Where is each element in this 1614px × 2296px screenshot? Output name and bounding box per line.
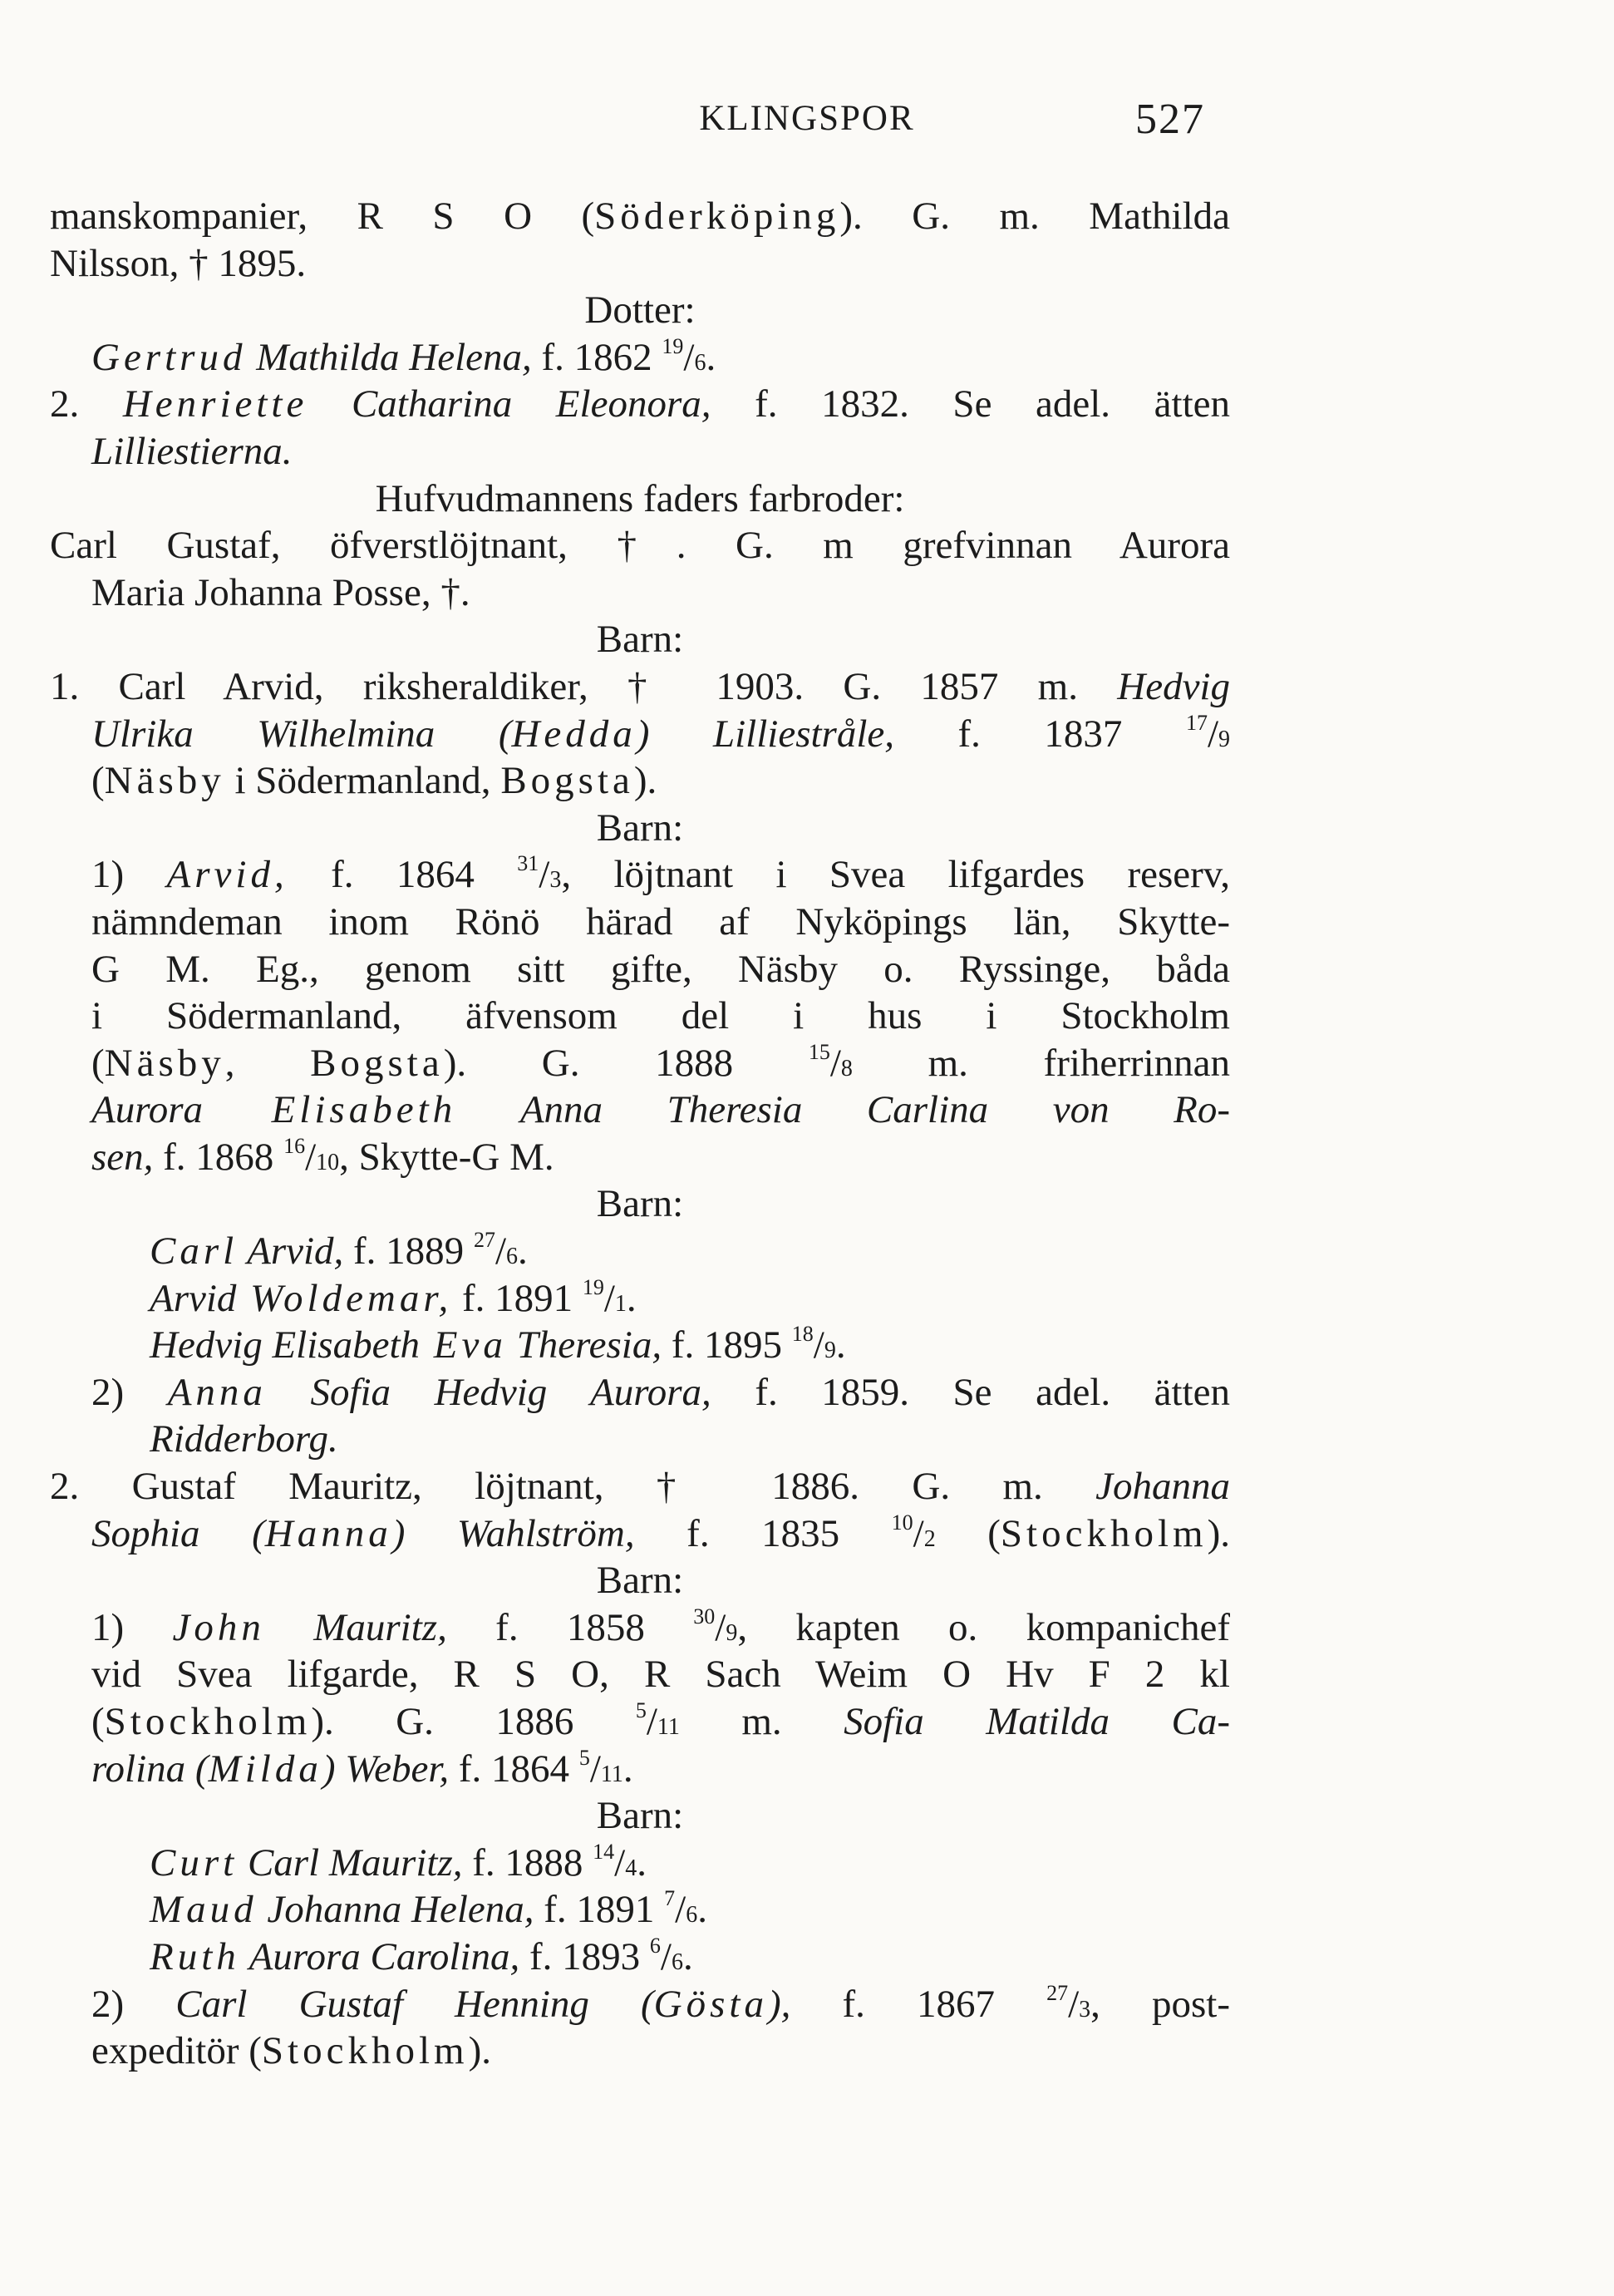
text-segment: , löjtnant i Svea lifgardes reserv, [561,853,1230,897]
text-segment: f. 1893 [519,1934,650,1978]
text-segment: Eva [420,1323,507,1367]
text-segment: ). G. 1886 [311,1700,636,1743]
text-line [50,1180,1230,1228]
text-segment: f. 1895 [662,1323,792,1367]
text-segment: Anna [167,1370,267,1414]
text-segment: 2. [50,382,123,426]
text-segment: 1. Carl Arvid, riksheraldiker, † 1903. G. 1857 m. [50,664,1118,708]
text-line [50,428,1230,475]
text-segment: f. 1891 [534,1888,665,1932]
text-line [50,1086,1230,1134]
text-segment: 9 [824,1338,836,1364]
text-segment: Barn: [596,1794,684,1838]
text-segment: 1) [91,853,167,897]
text-line [50,1886,1230,1934]
text-segment: Barn: [596,806,684,850]
text-line [50,946,1230,993]
text-segment: Sofia Hedvig Aurora, [266,1370,711,1414]
text-line [50,1746,1230,1793]
text-segment: rolina ( [91,1747,209,1791]
text-segment: . [637,1840,647,1885]
text-line [50,1981,1230,2028]
text-segment: Bogsta [500,759,634,803]
text-line [50,1840,1230,1887]
text-segment: / [675,1888,686,1932]
text-segment: f. 1891 [452,1276,583,1320]
text-segment: Gösta [653,1982,768,2026]
superscript: 5 [578,1745,590,1770]
text-segment: Gertrud [91,335,247,379]
text-segment: . [518,1229,528,1274]
text-line [50,1651,1230,1698]
text-segment: / [660,1934,672,1978]
text-segment: Carl Gustaf, öfverstlöjtnant, †. G. m grefvinnan Aurora [50,524,1230,568]
text-segment: ). G. 1888 [443,1041,809,1085]
superscript: 7 [664,1886,676,1911]
text-segment: f. 1868 [153,1135,284,1179]
superscript: 10 [891,1510,913,1535]
superscript: 19 [582,1274,604,1299]
text-line [50,899,1230,946]
text-line [50,757,1230,805]
superscript: 31 [517,851,539,876]
text-segment: ( [91,1041,105,1085]
text-line [50,1040,1230,1087]
text-segment: ( [91,759,105,803]
text-line [50,993,1230,1040]
text-segment: f. 1835 [634,1511,892,1555]
text-segment: . [835,1323,846,1367]
text-segment: f. 1889 [343,1229,474,1274]
text-segment: Hedvig Elisabeth [150,1323,421,1367]
text-line [50,2027,1230,2075]
text-segment: f. 1888 [462,1840,593,1885]
text-segment: 9 [1218,726,1230,752]
text-segment: , kapten o. kompanichef [737,1605,1230,1649]
text-segment: Maud [150,1888,258,1932]
text-segment: 6 [686,1902,698,1929]
superscript: 18 [791,1322,814,1347]
text-segment: ). [468,2029,491,2073]
text-segment: Johanna [1095,1465,1230,1509]
superscript: 16 [283,1133,306,1158]
text-line [50,1416,1230,1463]
superscript: 30 [693,1604,716,1628]
text-line [50,240,1230,288]
text-segment: Hufvudmannens faders farbroder: [375,476,905,520]
superscript: 15 [808,1039,830,1064]
text-segment: 10 [316,1149,340,1175]
text-line [50,1934,1230,1981]
text-segment: vid Svea lifgarde, R S O, R Sach Weim O Hv F 2 kl [91,1653,1230,1697]
text-line [50,193,1230,240]
text-segment: / [495,1229,506,1274]
text-segment: John [172,1605,265,1649]
text-line [50,1604,1230,1652]
text-segment: Sophia ( [91,1511,265,1555]
text-segment: Stockholm [1000,1511,1208,1555]
text-segment: manskompanier, R S O ( [50,195,595,238]
text-segment: Anna Theresia Carlina von Ro- [456,1088,1230,1132]
text-segment: G M. Eg., genom sitt gifte, Näsby o. Ryssinge, båda [91,947,1230,991]
text-segment: Mathilda Helena, [246,335,532,379]
text-segment: Hanna [264,1511,392,1555]
text-segment: Barn: [596,1559,684,1603]
text-segment: Carl [150,1229,239,1274]
text-segment: / [913,1511,924,1555]
text-segment: i Södermanland, äfvensom del i hus i Stockholm [91,994,1230,1038]
text-segment: 11 [657,1714,680,1740]
text-segment: Nilsson, † 1895. [50,241,307,285]
text-segment: f. 1859. Se adel. ätten [711,1370,1230,1414]
text-segment: 1) [91,1605,173,1649]
superscript: 27 [473,1228,495,1253]
superscript: 6 [649,1933,661,1958]
text-segment: f. 1864 [449,1747,579,1791]
text-line [50,1510,1230,1558]
text-segment: i Södermanland, [224,759,501,803]
text-segment: Carl Mauritz, [238,1840,463,1885]
text-segment: , [224,1041,311,1085]
superscript: 19 [662,333,684,358]
text-line [50,381,1230,428]
text-segment: / [603,1276,615,1320]
text-segment: Theresia, [506,1323,662,1367]
text-line [50,805,1230,852]
text-segment: 4 [625,1855,637,1881]
text-segment: Elisabeth [203,1088,457,1132]
text-line [50,569,1230,617]
text-segment: 3 [1079,1996,1091,2023]
text-segment: 3 [549,867,562,894]
text-segment: Milda [208,1747,322,1791]
text-line [50,1228,1230,1275]
text-segment: m. friherrinnan [852,1041,1230,1085]
superscript: 5 [635,1698,647,1722]
text-segment: / [683,335,695,379]
text-segment: Bogsta [310,1041,444,1085]
text-segment: 2 [923,1525,936,1552]
text-segment: 1 [614,1290,627,1317]
text-segment: 6 [694,349,706,376]
text-segment: / [539,853,550,897]
text-segment: Arvid [150,1276,237,1320]
text-segment: Aurora [91,1088,204,1132]
text-segment: f. 1867 [790,1982,1047,2026]
text-line [50,1792,1230,1840]
text-segment: Mauritz, [264,1605,447,1649]
text-segment: f. 1864 [288,853,518,897]
text-segment: 2) [91,1370,168,1414]
text-segment: , post- [1090,1982,1230,2026]
superscript: 27 [1046,1980,1069,2005]
text-segment: 11 [600,1761,623,1787]
text-segment: Hedvig [1117,664,1230,708]
text-segment: Stockholm [104,1700,312,1743]
text-segment: . [622,1747,633,1791]
text-segment: f. 1858 [446,1605,694,1649]
text-segment: ). [633,759,657,803]
text-segment: ( [935,1511,1001,1555]
text-line [50,522,1230,569]
text-line [50,663,1230,711]
text-segment: ) Lilliestråle, [636,712,894,756]
text-line [50,287,1230,334]
text-line [50,616,1230,663]
text-segment: 6 [506,1244,518,1270]
text-segment: Ulrika Wilhelmina ( [91,712,512,756]
text-segment: / [1068,1982,1080,2026]
text-segment: Curt [150,1840,239,1885]
text-segment: Arvid, [166,853,288,897]
text-segment: sen, [91,1135,154,1179]
text-line [50,1698,1230,1746]
text-segment: / [829,1041,841,1085]
text-segment: ( [91,1700,105,1743]
text-segment: / [715,1605,726,1649]
text-segment: ). G. m. Mathilda [839,195,1230,238]
text-segment: Näsby [104,759,225,803]
text-segment: Hedda [511,712,637,756]
text-segment: ). [1207,1511,1230,1555]
text-segment: . [697,1888,707,1932]
text-segment: , Skytte-G M. [339,1135,554,1179]
text-segment: . [706,335,716,379]
text-segment: . [626,1276,637,1320]
page-number: 527 [1135,96,1205,143]
text-line [50,1275,1230,1323]
text-segment: f. 1832. Se adel. ätten [711,382,1230,426]
text-line [50,334,1230,382]
text-segment: Henriette [122,382,308,426]
superscript: 17 [1185,710,1208,735]
genealogy-text [50,193,1230,2075]
text-segment: expeditör ( [91,2029,262,2073]
text-segment: / [1207,712,1218,756]
text-segment: nämndeman inom Rönö härad af Nyköpings län, Skytte- [91,899,1230,944]
text-segment: Aurora Carolina, [239,1934,520,1978]
text-line [50,1369,1230,1417]
text-line [50,1134,1230,1181]
text-segment: ) Wahlström, [391,1511,635,1555]
text-segment: Catharina Eleonora, [308,382,711,426]
text-segment: / [646,1700,657,1743]
text-line [50,475,1230,523]
text-line [50,1557,1230,1604]
text-segment: Carl Gustaf Henning ( [175,1982,654,2026]
text-line [50,1463,1230,1510]
text-segment: / [305,1135,317,1179]
text-segment: / [589,1747,601,1791]
text-segment: m. [679,1700,844,1743]
text-segment: Ridderborg. [150,1417,338,1461]
text-segment: f. 1837 [894,712,1186,756]
page-header [0,98,1614,148]
text-segment: . [682,1934,693,1978]
text-segment: Näsby [104,1041,225,1085]
text-segment: 9 [726,1619,738,1646]
text-segment: Sofia Matilda Ca- [844,1700,1230,1743]
text-segment: 6 [671,1949,683,1975]
text-segment: 8 [840,1055,853,1081]
text-line [50,1322,1230,1369]
text-segment: Lilliestierna. [91,429,293,473]
running-head: KLINGSPOR [699,99,915,138]
text-segment: f. 1862 [531,335,662,379]
text-segment: / [614,1840,626,1885]
text-segment: Dotter: [584,288,696,333]
text-segment: Maria Johanna Posse, †. [91,570,470,614]
text-segment: Johanna Helena, [257,1888,534,1932]
text-segment: Barn: [596,618,684,662]
text-segment: Barn: [596,1182,684,1226]
superscript: 14 [593,1839,615,1864]
text-segment: ), [767,1982,791,2026]
text-segment: Stockholm [261,2029,469,2073]
text-segment: 2) [91,1982,176,2026]
text-segment: 2. Gustaf Mauritz, löjtnant, † 1886. G. m. [50,1465,1096,1509]
text-segment: Woldemar, [236,1276,453,1320]
text-segment: / [813,1323,824,1367]
text-segment: Ruth [150,1934,240,1978]
text-segment: ) Weber, [322,1747,450,1791]
text-line [50,851,1230,899]
text-segment: Söderköping [594,195,840,238]
text-line [50,711,1230,758]
text-segment: Arvid, [238,1229,344,1274]
